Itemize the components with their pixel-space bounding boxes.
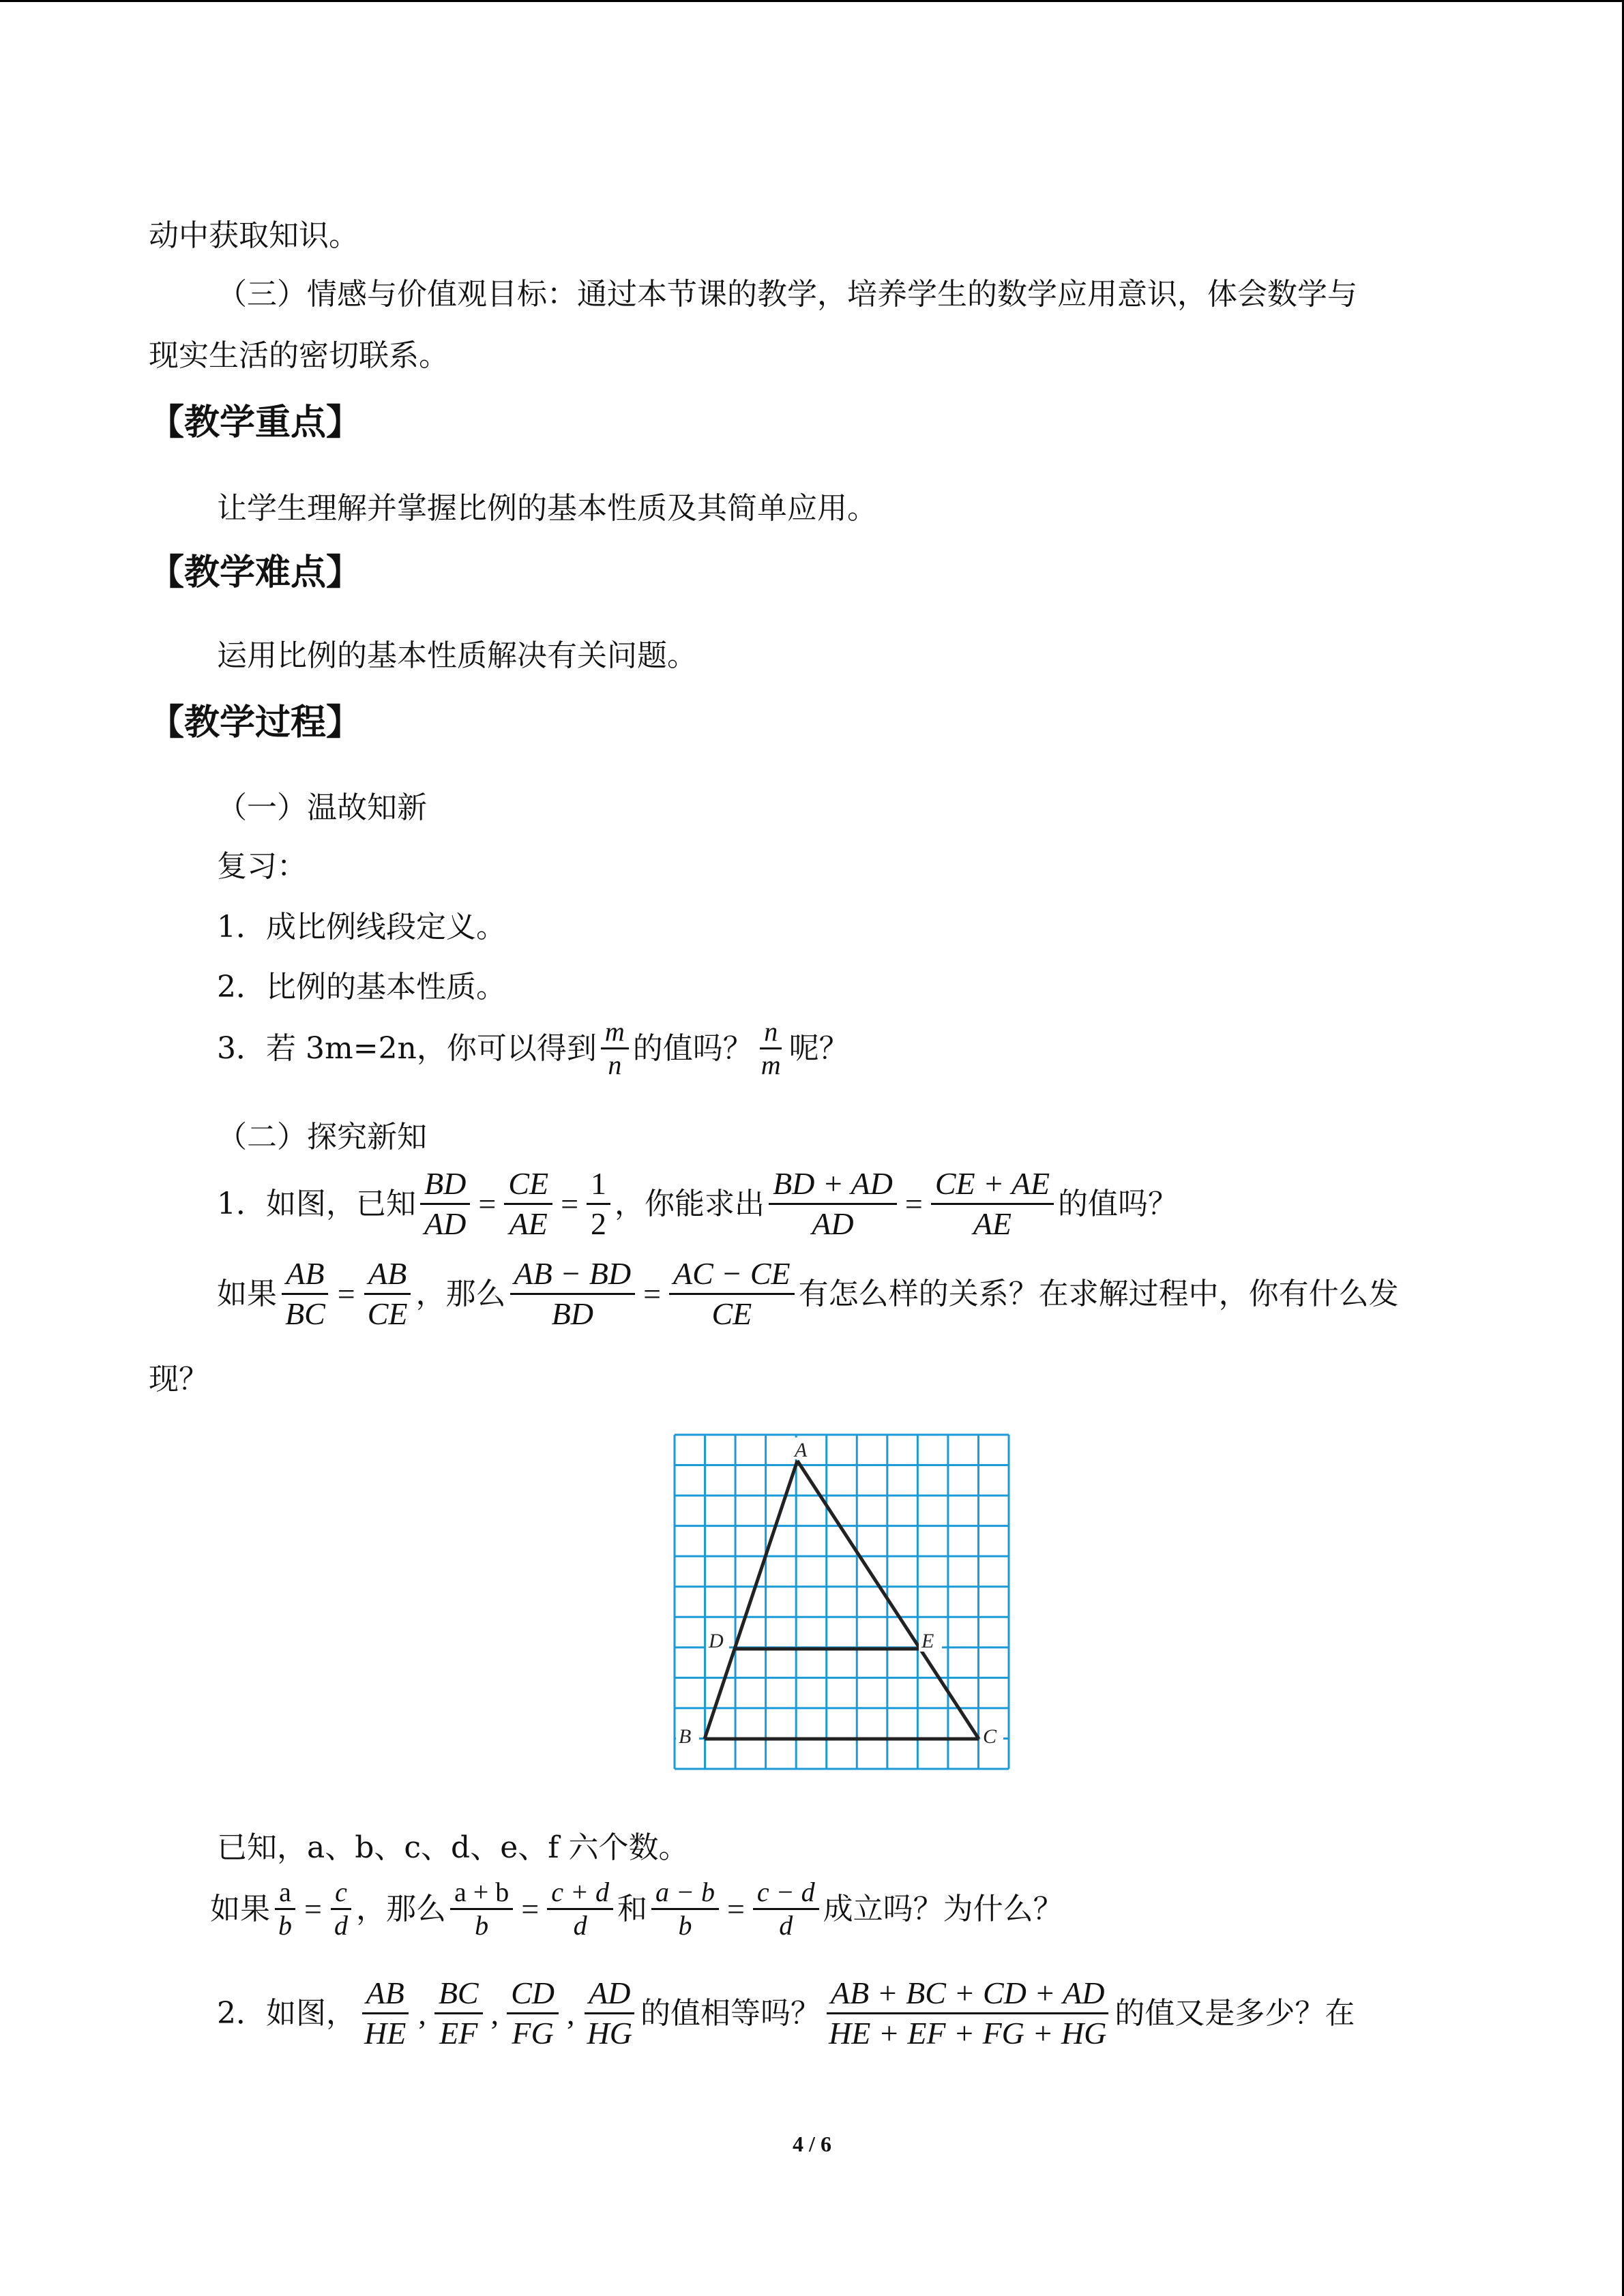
denominator: n	[608, 1049, 622, 1080]
section-review-title: （一）温故知新	[217, 790, 427, 825]
fraction-one-half	[587, 1165, 610, 1243]
equals-sign: =	[904, 1186, 923, 1221]
difficult-points-text: 运用比例的基本性质解决有关问题。	[217, 638, 697, 673]
fraction-bdad-ad	[769, 1165, 897, 1243]
numerator: 1	[587, 1165, 610, 1205]
equals-sign: =	[643, 1276, 662, 1311]
equals-sign: =	[561, 1186, 579, 1221]
followup-wrap: 现？	[149, 1362, 209, 1397]
numerator: a + b	[450, 1877, 513, 1910]
review-item-1: 1．成比例线段定义。	[217, 910, 506, 944]
fraction-a-b	[274, 1877, 296, 1941]
equals-sign: =	[304, 1891, 322, 1926]
fraction-m-over-n	[601, 1016, 629, 1081]
numerator: AC − CE	[669, 1255, 795, 1295]
denominator: CE	[367, 1296, 408, 1331]
comma: ,	[567, 1995, 575, 2031]
fraction-ceae-ae	[931, 1165, 1054, 1243]
numerator: BD + AD	[769, 1165, 897, 1205]
denominator: d	[334, 1910, 348, 1941]
denominator: d	[573, 1910, 587, 1941]
fraction-abbd-bd	[510, 1255, 636, 1333]
numerator: c	[331, 1877, 351, 1910]
paragraph-continuation: 动中获取知识。	[149, 218, 359, 253]
numerator: AB	[362, 1974, 409, 2014]
numerator: c + d	[547, 1877, 613, 1910]
numerator: AD	[585, 1974, 634, 2014]
review-label: 复习：	[217, 849, 307, 884]
denominator: HG	[587, 2016, 632, 2051]
denominator: m	[761, 1049, 781, 1080]
equals-sign: =	[337, 1276, 355, 1311]
denominator: AE	[509, 1206, 548, 1241]
heading-teaching-process: 【教学过程】	[149, 702, 362, 743]
followup-middle: ，那么	[415, 1276, 506, 1311]
fraction-amb-b	[651, 1877, 719, 1941]
fraction-n-over-m	[757, 1016, 785, 1081]
denominator: EF	[439, 2016, 478, 2051]
numerator: c − d	[753, 1877, 819, 1910]
numerator: n	[760, 1016, 782, 1049]
followup-prefix: 如果	[217, 1276, 277, 1311]
numerator: BD	[420, 1165, 470, 1205]
question-proportion	[210, 1877, 1063, 1941]
comma: ,	[490, 1995, 499, 2031]
fraction-ce-ae	[504, 1165, 552, 1243]
numerator: a − b	[651, 1877, 719, 1910]
numerator: AB + BC + CD + AD	[827, 1974, 1109, 2014]
fraction-acce-ce	[669, 1255, 795, 1333]
denominator: 2	[591, 1206, 607, 1241]
question-1-prefix: 1．如图，已知	[217, 1186, 416, 1221]
denominator: HE + EF + FG + HG	[828, 2016, 1107, 2051]
question-proportion-suffix: 成立吗？为什么？	[823, 1891, 1063, 1926]
affective-goal-line1: （三）情感与价值观目标：通过本节课的教学，培养学生的数学应用意识，体会数学与	[217, 277, 1357, 312]
heading-key-points: 【教学重点】	[149, 402, 362, 443]
equals-sign: =	[521, 1891, 540, 1926]
numerator: AB	[282, 1255, 328, 1295]
denominator: AE	[973, 1206, 1012, 1241]
denominator: FG	[512, 2016, 554, 2051]
denominator: b	[278, 1910, 292, 1941]
fraction-ab-ce	[364, 1255, 412, 1333]
fraction-cpd-d	[547, 1877, 613, 1941]
review-item-3-suffix: 呢？	[788, 1030, 849, 1066]
question-1-middle: ，你能求出	[615, 1186, 765, 1221]
denominator: HE	[364, 2016, 407, 2051]
denominator: CE	[711, 1296, 752, 1331]
review-item-2: 2．比例的基本性质。	[217, 970, 506, 1004]
denominator: b	[475, 1910, 489, 1941]
numerator: CE	[504, 1165, 552, 1205]
numerator: BC	[434, 1974, 483, 2014]
question-2-middle: 的值相等吗？	[640, 1995, 821, 2031]
numerator: CE + AE	[931, 1165, 1054, 1205]
question-proportion-and: 和	[617, 1891, 647, 1926]
question-1	[217, 1165, 1178, 1243]
denominator: b	[678, 1910, 692, 1941]
vertex-label-a: A	[795, 1439, 808, 1461]
numerator: CD	[507, 1974, 559, 2014]
key-points-text: 让学生理解并掌握比例的基本性质及其简单应用。	[217, 491, 877, 526]
heading-difficult-points: 【教学难点】	[149, 552, 362, 593]
affective-goal-line2: 现实生活的密切联系。	[149, 338, 449, 373]
known-six-numbers: 已知，a、b、c、d、e、f 六个数。	[217, 1830, 689, 1865]
vertex-label-b: B	[679, 1725, 692, 1748]
denominator: AD	[424, 1206, 467, 1241]
denominator: BD	[551, 1296, 593, 1331]
denominator: BC	[285, 1296, 325, 1331]
fraction-cmd-d	[753, 1877, 819, 1941]
fraction-ab-he	[360, 1974, 410, 2053]
fraction-c-d	[330, 1877, 352, 1941]
question-proportion-prefix: 如果	[210, 1891, 270, 1926]
vertex-label-e: E	[921, 1630, 934, 1652]
figure-background	[675, 1435, 1009, 1769]
fraction-ab-bc	[281, 1255, 329, 1333]
vertex-label-c: C	[983, 1725, 997, 1748]
fraction-apb-b	[450, 1877, 513, 1941]
page-number: 4 / 6	[793, 2132, 831, 2156]
comma: ,	[418, 1995, 426, 2031]
question-2-prefix: 2．如图，	[217, 1995, 356, 2031]
numerator: AB − BD	[510, 1255, 636, 1295]
review-item-3-prefix: 3．若 3m=2n，你可以得到	[217, 1030, 597, 1066]
review-item-3-middle: 的值吗？	[632, 1030, 753, 1066]
numerator: m	[601, 1016, 629, 1049]
question-1-suffix: 的值吗？	[1058, 1186, 1179, 1221]
question-1-followup	[217, 1255, 1399, 1333]
triangle-grid-figure	[672, 1432, 1013, 1773]
fraction-bd-ad	[420, 1165, 470, 1243]
numerator: a	[275, 1877, 295, 1910]
equals-sign: =	[478, 1186, 497, 1221]
denominator: d	[779, 1910, 793, 1941]
followup-suffix: 有怎么样的关系？在求解过程中，你有什么发	[798, 1276, 1399, 1311]
denominator: AD	[812, 1206, 854, 1241]
numerator: AB	[364, 1255, 411, 1295]
question-2	[217, 1974, 1355, 2053]
section-explore-title: （二）探究新知	[217, 1120, 427, 1154]
question-2-suffix: 的值又是多少？在	[1114, 1995, 1355, 2031]
fraction-bc-ef	[434, 1974, 483, 2053]
fraction-ad-hg	[583, 1974, 636, 2053]
fraction-cd-fg	[507, 1974, 559, 2053]
vertex-label-d: D	[709, 1630, 724, 1652]
review-item-3	[217, 1016, 849, 1081]
equals-sign: =	[726, 1891, 745, 1926]
question-proportion-middle: ，那么	[355, 1891, 446, 1926]
fraction-sum-ratio	[825, 1974, 1110, 2053]
